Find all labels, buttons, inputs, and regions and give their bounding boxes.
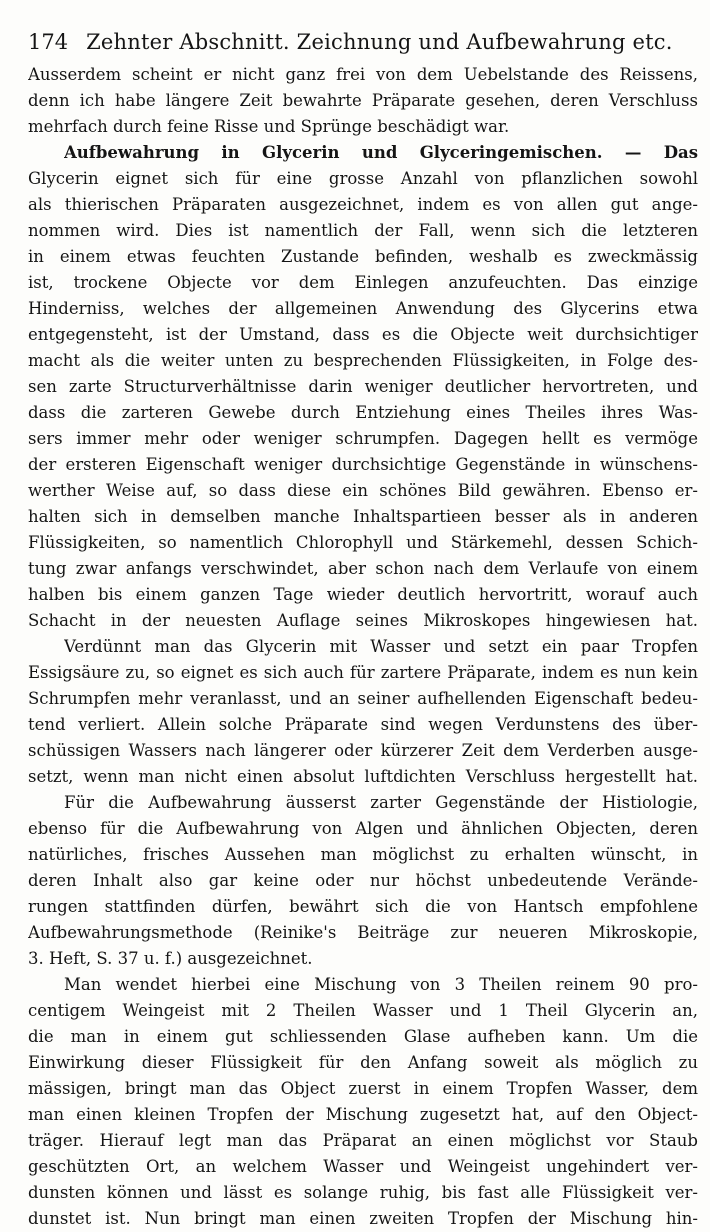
- text-line: die man in einem gut schliessenden Glase aufheben kann. Um die: [28, 1027, 698, 1046]
- text-line: Man wendet hierbei eine Mischung von 3 Theilen reinem 90 pro-: [64, 975, 698, 994]
- text-line: dass die zarteren Gewebe durch Entziehung eines Theiles ihres Was-: [28, 403, 698, 422]
- text-line: entgegensteht, ist der Umstand, dass es die Objecte weit durchsichtiger: [28, 325, 698, 344]
- text-line: Ausserdem scheint er nicht ganz frei von dem Uebelstande des Reissens,: [28, 65, 698, 84]
- text-line: sers immer mehr oder weniger schrumpfen. Dagegen hellt es vermöge: [28, 429, 698, 448]
- text-line: schüssigen Wassers nach längerer oder kürzerer Zeit dem Verderben ausge-: [28, 741, 698, 760]
- text-line: ist, trockene Objecte vor dem Einlegen anzufeuchten. Das einzige: [28, 273, 698, 292]
- text-line: Flüssigkeiten, so namentlich Chlorophyll und Stärkemehl, dessen Schich-: [28, 533, 698, 552]
- text-line: ebenso für die Aufbewahrung von Algen und ähnlichen Objecten, deren: [28, 819, 698, 838]
- text-line: 3. Heft, S. 37 u. f.) ausgezeichnet.: [28, 949, 313, 968]
- section-heading-line: Aufbewahrung in Glycerin und Glyceringemischen. — Das: [64, 143, 698, 162]
- text-line: Aufbewahrungsmethode (Reinike's Beiträge zur neueren Mikroskopie,: [28, 923, 698, 942]
- text-line: der ersteren Eigenschaft weniger durchsichtige Gegenstände in wünschens-: [28, 455, 698, 474]
- text-line: halten sich in demselben manche Inhaltspartieen besser als in anderen: [28, 507, 698, 526]
- text-line: denn ich habe längere Zeit bewahrte Präparate gesehen, deren Verschluss: [28, 91, 698, 110]
- text-line: Glycerin eignet sich für eine grosse Anzahl von pflanzlichen sowohl: [28, 169, 698, 188]
- text-line: dunsten können und lässt es solange ruhig, bis fast alle Flüssigkeit ver-: [28, 1183, 698, 1202]
- text-line: mehrfach durch feine Risse und Sprünge beschädigt war.: [28, 117, 510, 136]
- text-line: sen zarte Structurverhältnisse darin weniger deutlicher hervortreten, und: [28, 377, 698, 396]
- text-line: macht als die weiter unten zu besprechenden Flüssigkeiten, in Folge des-: [28, 351, 698, 370]
- text-line: als thierischen Präparaten ausgezeichnet, indem es von allen gut ange-: [28, 195, 698, 214]
- text-line: natürliches, frisches Aussehen man möglichst zu erhalten wünscht, in: [28, 845, 698, 864]
- text-line: deren Inhalt also gar keine oder nur höchst unbedeutende Verände-: [28, 871, 698, 890]
- text-line: geschützten Ort, an welchem Wasser und Weingeist ungehindert ver-: [28, 1157, 698, 1176]
- text-line: rungen stattfinden dürfen, bewährt sich die von Hantsch empfohlene: [28, 897, 698, 916]
- text-line: man einen kleinen Tropfen der Mischung zugesetzt hat, auf den Object-: [28, 1105, 698, 1124]
- text-line: Schrumpfen mehr veranlasst, und an seiner aufhellenden Eigenschaft bedeu-: [28, 689, 698, 708]
- text-line: tend verliert. Allein solche Präparate sind wegen Verdunstens des über-: [28, 715, 698, 734]
- text-line: centigem Weingeist mit 2 Theilen Wasser und 1 Theil Glycerin an,: [28, 1001, 698, 1020]
- text-line: tung zwar anfangs verschwindet, aber schon nach dem Verlaufe von einem: [28, 559, 698, 578]
- text-line: Hinderniss, welches der allgemeinen Anwendung des Glycerins etwa: [28, 299, 698, 318]
- text-line: träger. Hierauf legt man das Präparat an einen möglichst vor Staub: [28, 1131, 698, 1150]
- text-line: in einem etwas feuchten Zustande befinden, weshalb es zweckmässig: [28, 247, 698, 266]
- text-line: nommen wird. Dies ist namentlich der Fall, wenn sich die letzteren: [28, 221, 698, 240]
- text-line: Essigsäure zu, so eignet es sich auch für zartere Präparate, indem es nun kein: [28, 663, 698, 682]
- text-line: Für die Aufbewahrung äusserst zarter Gegenstände der Histiologie,: [64, 793, 698, 812]
- text-line: Schacht in der neuesten Auflage seines Mikroskopes hingewiesen hat.: [28, 611, 698, 630]
- text-line: Einwirkung dieser Flüssigkeit für den Anfang soweit als möglich zu: [28, 1053, 698, 1072]
- page-header: [28, 28, 698, 56]
- text-line: Verdünnt man das Glycerin mit Wasser und setzt ein paar Tropfen: [64, 637, 698, 656]
- text-line: setzt, wenn man nicht einen absolut luftdichten Verschluss hergestellt hat.: [28, 767, 698, 786]
- text-line: werther Weise auf, so dass diese ein schönes Bild gewähren. Ebenso er-: [28, 481, 698, 500]
- running-head: Zehnter Abschnitt. Zeichnung und Aufbewahrung etc.: [86, 30, 673, 54]
- text-line: halben bis einem ganzen Tage wieder deutlich hervortritt, worauf auch: [28, 585, 698, 604]
- text-line: mässigen, bringt man das Object zuerst in einem Tropfen Wasser, dem: [28, 1079, 698, 1098]
- page-number: 174: [28, 30, 69, 54]
- text-line: dunstet ist. Nun bringt man einen zweiten Tropfen der Mischung hin-: [28, 1209, 698, 1228]
